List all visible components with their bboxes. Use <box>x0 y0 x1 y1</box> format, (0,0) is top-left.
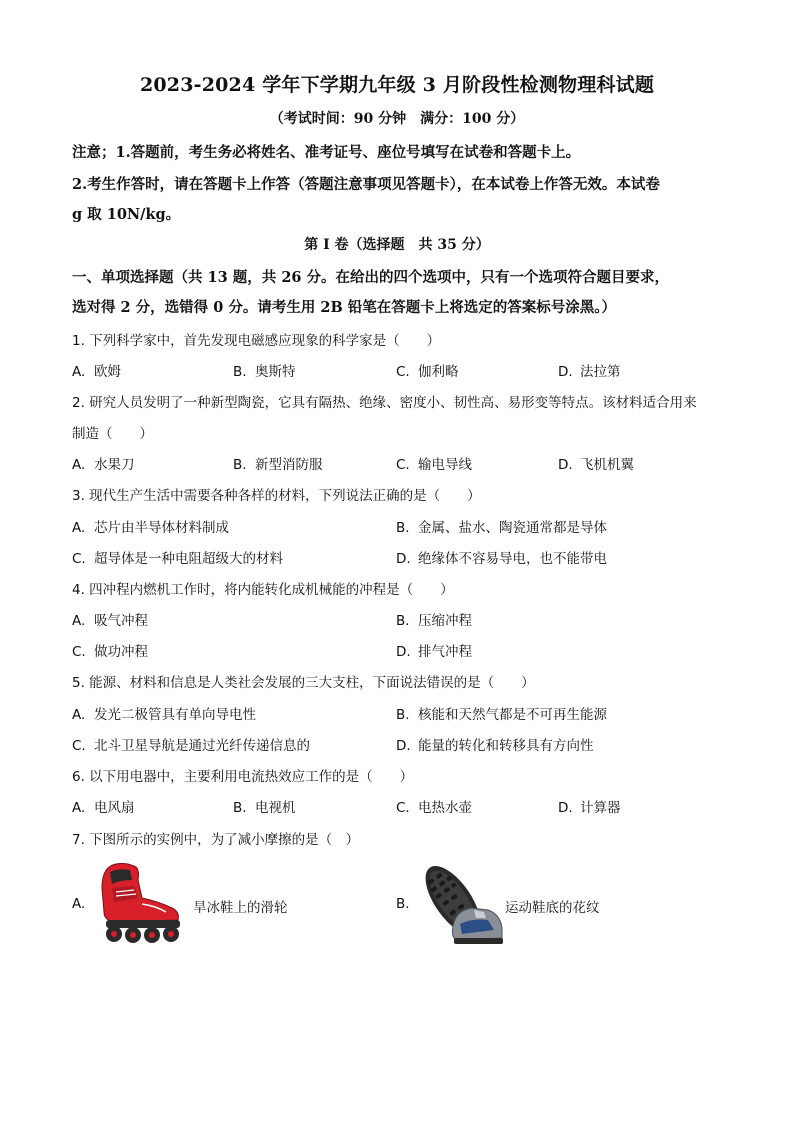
q2-option-b[interactable]: B. 新型消防服 <box>233 457 323 473</box>
q6-option-d[interactable]: D. 计算器 <box>558 800 621 816</box>
q4-option-b[interactable]: B. 压缩冲程 <box>396 613 472 629</box>
q7-option-b-caption[interactable]: 运动鞋底的花纹 <box>505 900 600 916</box>
part1-instruction-2: 选对得 2 分，选错得 0 分。请考生用 2B 铅笔在答题卡上将选定的答案标号涂黑。） <box>72 299 617 316</box>
question-6-stem: 6. 以下用电器中，主要利用电流热效应工作的是（ ） <box>72 769 414 785</box>
q4-option-d[interactable]: D. 排气冲程 <box>396 644 472 660</box>
notice-line-1: 注意；1.答题前，考生务必将姓名、准考证号、座位号填写在试卷和答题卡上。 <box>72 144 581 161</box>
q3-option-a[interactable]: A. 芯片由半导体材料制成 <box>72 520 229 536</box>
q4-option-a[interactable]: A. 吸气冲程 <box>72 613 148 629</box>
question-7-stem: 7. 下图所示的实例中，为了减小摩擦的是（ ） <box>72 832 360 848</box>
q5-option-b[interactable]: B. 核能和天然气都是不可再生能源 <box>396 707 607 723</box>
notice-line-2: 2.考生作答时，请在答题卡上作答（答题注意事项见答题卡），在本试卷上作答无效。本试卷 <box>72 176 660 193</box>
section-title: 第 I 卷（选择题 共 35 分） <box>304 237 490 253</box>
question-3-stem: 3. 现代生产生活中需要各种各样的材料，下列说法正确的是（ ） <box>72 488 481 504</box>
q5-option-a[interactable]: A. 发光二极管具有单向导电性 <box>72 707 256 723</box>
q6-option-a[interactable]: A. 电风扇 <box>72 800 135 816</box>
q1-option-c[interactable]: C. 伽利略 <box>396 364 459 380</box>
q4-option-c[interactable]: C. 做功冲程 <box>72 644 148 660</box>
q1-option-a[interactable]: A. 欧姆 <box>72 364 121 380</box>
exam-subtitle: （考试时间：90 分钟 满分：100 分） <box>269 111 525 127</box>
sports-shoe-image <box>414 852 506 948</box>
question-4-stem: 4. 四冲程内燃机工作时，将内能转化成机械能的冲程是（ ） <box>72 582 454 598</box>
q5-option-c[interactable]: C. 北斗卫星导航是通过光纤传递信息的 <box>72 738 310 754</box>
question-1-stem: 1. 下列科学家中，首先发现电磁感应现象的科学家是（ ） <box>72 333 441 349</box>
q3-option-c[interactable]: C. 超导体是一种电阻超级大的材料 <box>72 551 283 567</box>
q7-option-a-caption[interactable]: 旱冰鞋上的滑轮 <box>193 900 288 916</box>
q3-option-d[interactable]: D. 绝缘体不容易导电，也不能带电 <box>396 551 607 567</box>
q7-option-a-label[interactable]: A. <box>72 896 86 912</box>
q2-option-a[interactable]: A. 水果刀 <box>72 457 135 473</box>
roller-skate-image <box>94 858 188 944</box>
q2-option-c[interactable]: C. 输电导线 <box>396 457 472 473</box>
question-5-stem: 5. 能源、材料和信息是人类社会发展的三大支柱，下面说法错误的是（ ） <box>72 675 535 691</box>
q3-option-b[interactable]: B. 金属、盐水、陶瓷通常都是导体 <box>396 520 607 536</box>
part1-instruction-1: 一、单项选择题（共 13 题，共 26 分。在给出的四个选项中，只有一个选项符合题目要求， <box>72 269 670 286</box>
q7-option-b-label[interactable]: B. <box>396 896 410 912</box>
question-2-stem: 2. 研究人员发明了一种新型陶瓷，它具有隔热、绝缘、密度小、韧性高、易形变等特点。该材料适合用来 <box>72 395 697 411</box>
exam-title: 2023-2024 学年下学期九年级 3 月阶段性检测物理科试题 <box>139 74 655 96</box>
q2-option-d[interactable]: D. 飞机机翼 <box>558 457 634 473</box>
q6-option-b[interactable]: B. 电视机 <box>233 800 296 816</box>
q1-option-d[interactable]: D. 法拉第 <box>558 364 621 380</box>
q6-option-c[interactable]: C. 电热水壶 <box>396 800 472 816</box>
notice-line-3: g 取 10N/kg。 <box>72 206 181 223</box>
q1-option-b[interactable]: B. 奥斯特 <box>233 364 296 380</box>
question-2-stem-cont: 制造（ ） <box>72 426 153 442</box>
q5-option-d[interactable]: D. 能量的转化和转移具有方向性 <box>396 738 594 754</box>
